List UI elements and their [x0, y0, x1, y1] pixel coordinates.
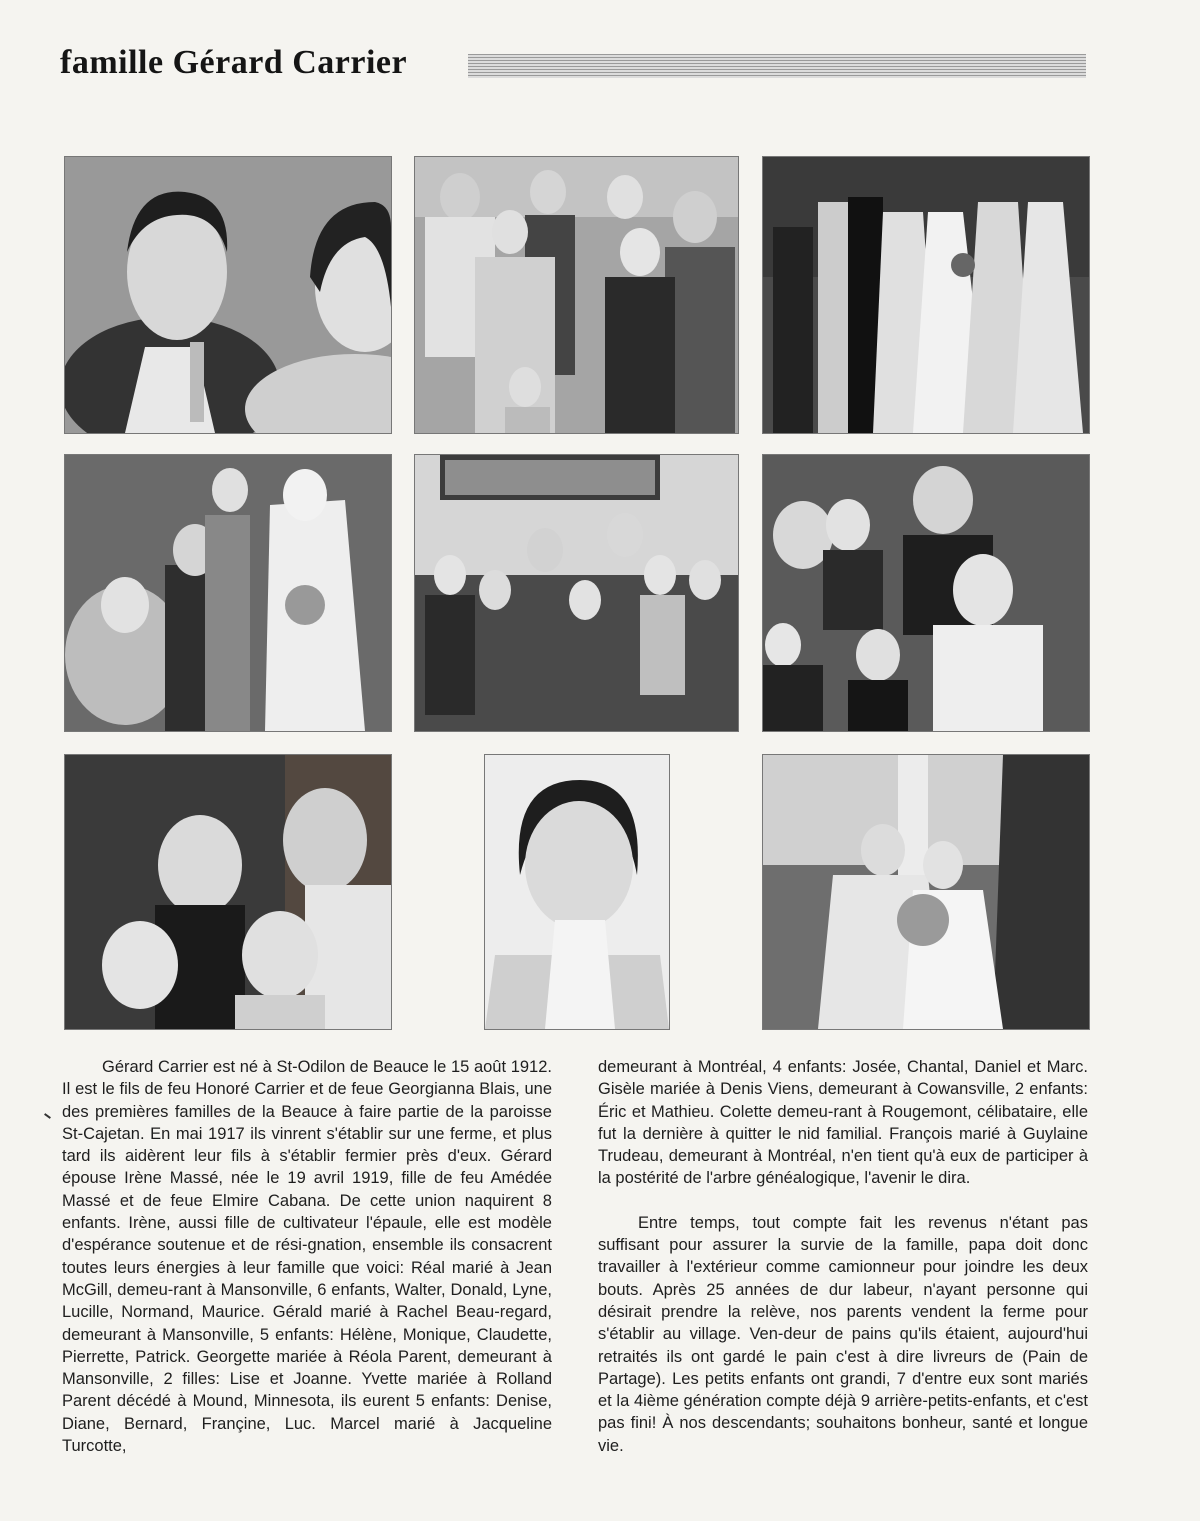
photo-woman-portrait	[484, 754, 670, 1030]
photo-couple-portrait	[64, 156, 392, 434]
photo-family-group	[414, 156, 739, 434]
body-paragraph: Entre temps, tout compte fait les revenus n'étant pas suffisant pour assurer la survie de la famille, papa doit donc travailler à l'extérieur comme camionneur pour joindre les deux bouts. Après 25 années de dur labeur, n'ayant personne qui désirait prendre la relève, nos parents vendent la ferme pour s'établir au village. Ven-deur de pains qu'ils étaient, aujourd'hui retraités ils ont gardé le pain c'est à dire livreurs de (Pain de Partage). Les petits enfants ont grandi, 7 d'entre eux sont mariés et la 4ième génération compte déjà 9 arrière-petits-enfants, et c'est pas fini! À nos descendants; souhaitons bonheur, santé et longue vie.	[598, 1213, 1088, 1455]
photo-couple-with-boys	[64, 754, 392, 1030]
photo-family-on-sofa	[414, 454, 739, 732]
body-paragraph: demeurant à Montréal, 4 enfants: Josée, Chantal, Daniel et Marc. Gisèle mariée à Denis Viens, demeurant à Cowansville, 2 enfants: Éric et Mathieu. Colette demeu-rant à Rougemont, célibataire, elle fut la dernière à quitter le nid familial. François marié à Guylaine Trudeau, demeurant à Montréal, n'en tient qu'à eux de participer à la postérité de l'arbre généalogique, l'avenir le dira.	[598, 1058, 1088, 1188]
page-title: famille Gérard Carrier	[60, 44, 408, 81]
text-column-right	[598, 1056, 1088, 1457]
photo-family-group-2	[762, 454, 1090, 732]
title-decorative-rule	[468, 54, 1086, 78]
photo-wedding-couple-outdoors	[762, 754, 1090, 1030]
body-paragraph: Gérard Carrier est né à St-Odilon de Beauce le 15 août 1912. Il est le fils de feu Honoré Carrier et de feue Georgianna Blais, une des premières familles de la Beauce à faire partie de la paroisse St-Cajetan. En mai 1917 ils vinrent s'établir sur une ferme, et plus tard ils aidèrent leur fils à s'établir fermier près d'eux. Gérard épouse Irène Massé, née le 19 avril 1919, fille de feu Amédée Massé et de feue Elmire Cabana. De cette union naquirent 8 enfants. Irène, aussi fille de cultivateur l'épaule, elle est modèle d'espérance soutenue et de rési-gnation, ensemble ils consacrent toutes leurs énergies à leur famille que voici: Réal marié à Jean McGill, demeu-rant à Mansonville, 6 enfants, Walter, Donald, Lyne, Lucille, Normand, Maurice. Gérald marié à Rachel Beau-regard, demeurant à Mansonville, 5 enfants: Hélène, Monique, Claudette, Pierrette, Patrick. Georgette mariée à Réola Parent, demeurant à Mansonville, 2 filles: Lise et Joanne. Yvette mariée à Rolland Parent décédé à Mound, Minnesota, ils eurent 5 enfants: Denise, Diane, Bernard, Françine, Luc. Marcel marié à Jacqueline Turcotte,	[62, 1058, 552, 1456]
photo-bride-with-family	[64, 454, 392, 732]
margin-mark	[44, 1113, 51, 1119]
photo-wedding-party	[762, 156, 1090, 434]
text-column-left	[62, 1056, 552, 1457]
